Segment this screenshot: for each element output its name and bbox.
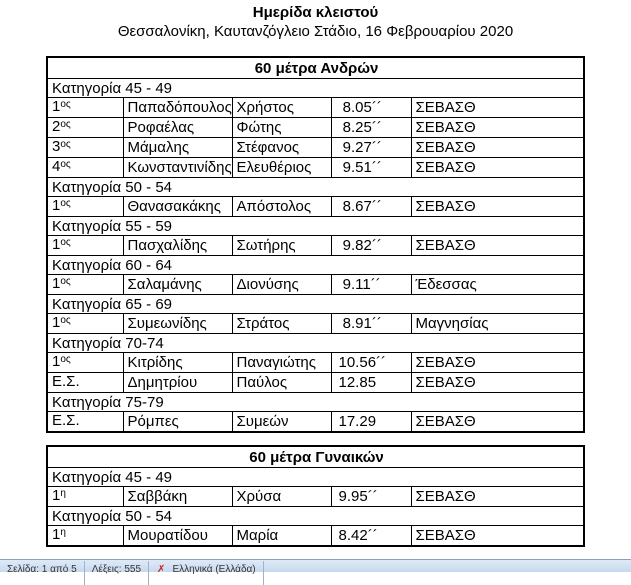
place-ordinal-suffix: ος (60, 354, 71, 365)
proofing-error-icon[interactable]: ✗ (157, 564, 166, 575)
result-row (47, 275, 584, 295)
place-number: 1 (52, 353, 61, 370)
place-ordinal-suffix: η (60, 527, 66, 538)
table-title-row-label: 60 μέτρα Γυναικών (47, 446, 584, 468)
men-60m-results-table (46, 56, 585, 433)
surname-cell: Ρόμπες (123, 412, 232, 433)
place-number: 1 (52, 197, 61, 214)
result-row (47, 412, 584, 433)
status-bar (0, 559, 631, 575)
firstname-cell: Χρύσα (232, 487, 331, 507)
place-number: Ε.Σ. (52, 373, 80, 390)
place-cell (47, 526, 123, 547)
category-row (47, 217, 584, 236)
place-number: 1 (52, 314, 61, 331)
document-page[interactable] (0, 4, 631, 547)
table-title-row-label: 60 μέτρα Ανδρών (47, 57, 584, 79)
category-row-label: Κατηγορία 45 - 49 (47, 468, 584, 487)
place-cell (47, 487, 123, 507)
place-number: 1 (52, 236, 61, 253)
time-cell: 9.27´´ (331, 138, 411, 158)
table-title-row (47, 57, 584, 79)
surname-cell: Συμεωνίδης (123, 314, 232, 334)
category-row (47, 178, 584, 197)
surname-cell: Θανασακάκης (123, 197, 232, 217)
time-cell: 12.85 (331, 373, 411, 393)
firstname-cell: Ελευθέριος (232, 158, 331, 178)
club-cell: ΣΕΒΑΣΘ (411, 487, 584, 507)
surname-cell: Μάμαλης (123, 138, 232, 158)
category-row (47, 468, 584, 487)
club-cell: ΣΕΒΑΣΘ (411, 526, 584, 547)
result-row (47, 314, 584, 334)
firstname-cell: Στέφανος (232, 138, 331, 158)
club-cell: Έδεσσας (411, 275, 584, 295)
place-cell (47, 353, 123, 373)
time-cell: 9.51´´ (331, 158, 411, 178)
category-row (47, 79, 584, 98)
place-cell (47, 373, 123, 393)
place-number: 3 (52, 138, 61, 155)
firstname-cell: Φώτης (232, 118, 331, 138)
women-60m-results-table (46, 445, 585, 547)
time-cell: 8.91´´ (331, 314, 411, 334)
firstname-cell: Συμεών (232, 412, 331, 433)
place-ordinal-suffix: ος (60, 315, 71, 326)
status-divider (148, 561, 149, 585)
place-ordinal-suffix: ος (60, 276, 71, 287)
category-row-label: Κατηγορία 45 - 49 (47, 79, 584, 98)
club-cell: ΣΕΒΑΣΘ (411, 98, 584, 118)
place-cell (47, 275, 123, 295)
club-cell: ΣΕΒΑΣΘ (411, 236, 584, 256)
result-row (47, 98, 584, 118)
surname-cell: Ροφαέλας (123, 118, 232, 138)
place-ordinal-suffix: ος (60, 119, 71, 130)
surname-cell: Σαλαμάνης (123, 275, 232, 295)
table-title-row (47, 446, 584, 468)
club-cell: Μαγνησίας (411, 314, 584, 334)
category-row-label: Κατηγορία 75-79 (47, 393, 584, 412)
place-cell (47, 236, 123, 256)
club-cell: ΣΕΒΑΣΘ (411, 373, 584, 393)
club-cell: ΣΕΒΑΣΘ (411, 118, 584, 138)
place-number: 1 (52, 487, 61, 504)
firstname-cell: Παναγιώτης (232, 353, 331, 373)
result-row (47, 526, 584, 547)
place-number: Ε.Σ. (52, 412, 80, 429)
result-row (47, 487, 584, 507)
category-row (47, 334, 584, 353)
surname-cell: Παπαδόπουλος (123, 98, 232, 118)
place-number: 4 (52, 158, 61, 175)
doc-title: Ημερίδα κλειστού (252, 4, 379, 21)
category-row-label: Κατηγορία 65 - 69 (47, 295, 584, 314)
time-cell: 17.29 (331, 412, 411, 433)
doc-subtitle: Θεσσαλονίκη, Καυτανζόγλειο Στάδιο, 16 Φεβρουαρίου 2020 (117, 23, 514, 40)
status-language[interactable]: Ελληνικά (Ελλάδα) (172, 564, 256, 575)
firstname-cell: Μαρία (232, 526, 331, 547)
category-row (47, 295, 584, 314)
category-row (47, 507, 584, 526)
category-row-label: Κατηγορία 70-74 (47, 334, 584, 353)
place-number: 1 (52, 526, 61, 543)
tables-area (0, 56, 631, 547)
place-number: 1 (52, 98, 61, 115)
place-cell (47, 118, 123, 138)
category-row-label: Κατηγορία 50 - 54 (47, 178, 584, 197)
place-cell (47, 412, 123, 433)
time-cell: 8.25´´ (331, 118, 411, 138)
club-cell: ΣΕΒΑΣΘ (411, 138, 584, 158)
category-row-label: Κατηγορία 50 - 54 (47, 507, 584, 526)
place-cell (47, 138, 123, 158)
place-ordinal-suffix: ος (60, 139, 71, 150)
status-word-count[interactable]: Λέξεις: 555 (91, 564, 142, 575)
club-cell: ΣΕΒΑΣΘ (411, 353, 584, 373)
surname-cell: Σαββάκη (123, 487, 232, 507)
firstname-cell: Στράτος (232, 314, 331, 334)
surname-cell: Κιτρίδης (123, 353, 232, 373)
result-row (47, 158, 584, 178)
place-cell (47, 158, 123, 178)
time-cell: 9.95´´ (331, 487, 411, 507)
place-ordinal-suffix: ος (60, 159, 71, 170)
place-ordinal-suffix: ος (60, 99, 71, 110)
result-row (47, 197, 584, 217)
place-ordinal-suffix: η (60, 488, 66, 499)
surname-cell: Πασχαλίδης (123, 236, 232, 256)
place-cell (47, 197, 123, 217)
place-ordinal-suffix: ος (60, 237, 71, 248)
firstname-cell: Χρήστος (232, 98, 331, 118)
time-cell: 10.56´´ (331, 353, 411, 373)
category-row-label: Κατηγορία 55 - 59 (47, 217, 584, 236)
result-row (47, 118, 584, 138)
place-ordinal-suffix: ος (60, 198, 71, 209)
firstname-cell: Απόστολος (232, 197, 331, 217)
result-row (47, 353, 584, 373)
status-divider (263, 561, 264, 585)
result-row (47, 373, 584, 393)
time-cell: 8.05´´ (331, 98, 411, 118)
time-cell: 8.42´´ (331, 526, 411, 547)
category-row (47, 256, 584, 275)
club-cell: ΣΕΒΑΣΘ (411, 158, 584, 178)
category-row-label: Κατηγορία 60 - 64 (47, 256, 584, 275)
surname-cell: Δημητρίου (123, 373, 232, 393)
time-cell: 9.11´´ (331, 275, 411, 295)
result-row (47, 138, 584, 158)
result-row (47, 236, 584, 256)
place-cell (47, 98, 123, 118)
place-number: 2 (52, 118, 61, 135)
status-page-indicator[interactable]: Σελίδα: 1 από 5 (7, 564, 77, 575)
place-cell (47, 314, 123, 334)
place-number: 1 (52, 275, 61, 292)
category-row (47, 393, 584, 412)
surname-cell: Μουρατίδου (123, 526, 232, 547)
firstname-cell: Διονύσης (232, 275, 331, 295)
surname-cell: Κωνσταντινίδης (123, 158, 232, 178)
club-cell: ΣΕΒΑΣΘ (411, 412, 584, 433)
time-cell: 9.82´´ (331, 236, 411, 256)
firstname-cell: Παύλος (232, 373, 331, 393)
time-cell: 8.67´´ (331, 197, 411, 217)
club-cell: ΣΕΒΑΣΘ (411, 197, 584, 217)
firstname-cell: Σωτήρης (232, 236, 331, 256)
